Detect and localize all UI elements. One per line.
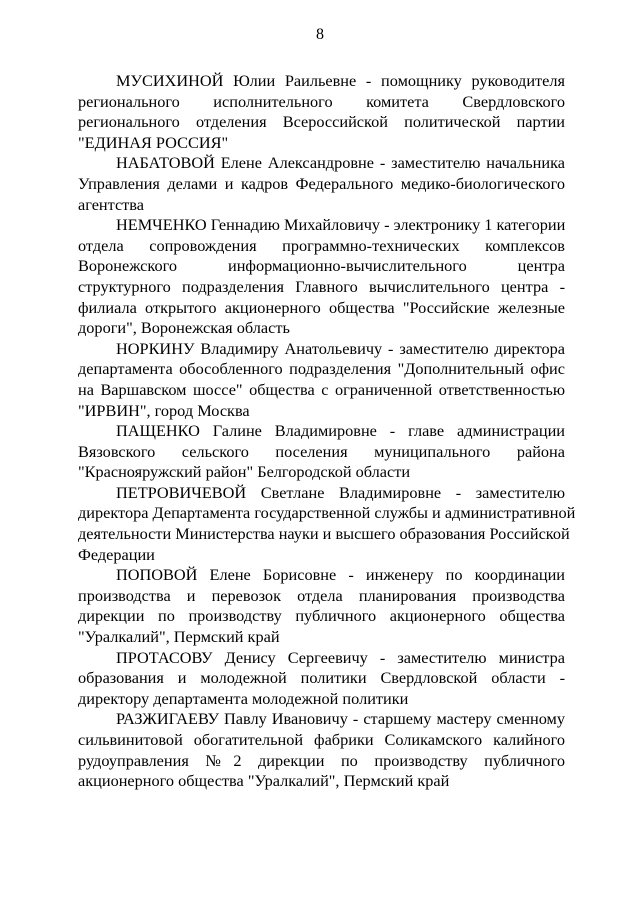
page-number: 8 [316,26,324,43]
award-entry [78,482,576,565]
entry-line: НОРКИНУ Владимиру Анатольевичу - заместителю директора [116,338,565,358]
entry-line: РАЗЖИГАЕВУ Павлу Ивановичу - старшему мастеру сменному [116,709,565,729]
entry-line: МУСИХИНОЙ Юлии Раильевне - помощнику руководителя [116,71,565,90]
award-entry [78,648,565,710]
award-list [78,71,576,792]
award-entry [78,709,565,791]
award-entry [78,153,565,215]
entry-line: на Варшавском шоссе" общества с ограниченной ответственностью [78,379,565,399]
award-entry [78,421,565,483]
entry-line: Вязовского сельского поселения муниципального района [78,441,565,461]
entry-line: агентства [78,194,144,214]
award-entry [78,339,565,421]
entry-line: ПОПОВОЙ Елене Борисовне - инженеру по координации [116,565,565,585]
entry-line: директору департамента молодежной политики [78,688,409,708]
entry-line: Управления делами и кадров Федерального медико-биологического [78,173,565,193]
entry-line: директора Департамента государственной службы и административной [78,503,576,523]
entry-line: регионального отделения Всероссийской политической партии [78,112,565,132]
entry-line: Федерации [78,544,155,564]
entry-line: ПАЩЕНКО Галине Владимировне - главе администрации [116,421,565,441]
entry-line: Воронежского информационно-вычислительного центра [78,256,565,276]
entry-line: рудоуправления №2 дирекции по производству публичного [78,750,565,770]
entry-line: НЕМЧЕНКО Геннадию Михайловичу - электронику 1 категории [116,215,566,235]
entry-line: ПЕТРОВИЧЕВОЙ Светлане Владимировне - заместителю [116,482,565,502]
entry-line: "Краснояружский район" Белгородской области [78,462,411,482]
entry-line: ПРОТАСОВУ Денису Сергеевичу - заместителю министра [116,647,565,667]
entry-line: дороги", Воронежская область [78,318,290,338]
entry-line: отдела сопровождения программно-технических комплексов [78,235,565,255]
entry-line: акционерного общества "Уралкалий", Пермский край [78,771,450,791]
entry-line: департамента обособленного подразделения "Дополнительный офис [78,359,565,379]
entry-line: структурного подразделения Главного вычислительного центра - [78,276,565,296]
entry-line: деятельности Министерства науки и высшего образования Российской [78,524,570,544]
award-entry [78,215,565,339]
award-entry [78,565,565,647]
entry-line: регионального исполнительного комитета Свердловского [78,91,565,111]
entry-line: филиала открытого акционерного общества "Российские железные [78,297,565,317]
entry-line: "Уралкалий", Пермский край [78,627,280,647]
entry-line: сильвинитовой обогатительной фабрики Соликамского калийного [78,730,565,749]
entry-line: дирекции по производству публичного акционерного общества [78,606,565,626]
entry-line: образования и молодежной политики Свердловской области - [78,668,565,688]
entry-line: "ЕДИНАЯ РОССИЯ" [78,132,229,152]
award-entry [78,71,565,153]
entry-line: производства и перевозок отдела планирования производства [78,585,565,605]
entry-line: "ИРВИН", город Москва [78,400,250,420]
entry-line: НАБАТОВОЙ Елене Александровне - заместителю начальника [116,153,565,173]
